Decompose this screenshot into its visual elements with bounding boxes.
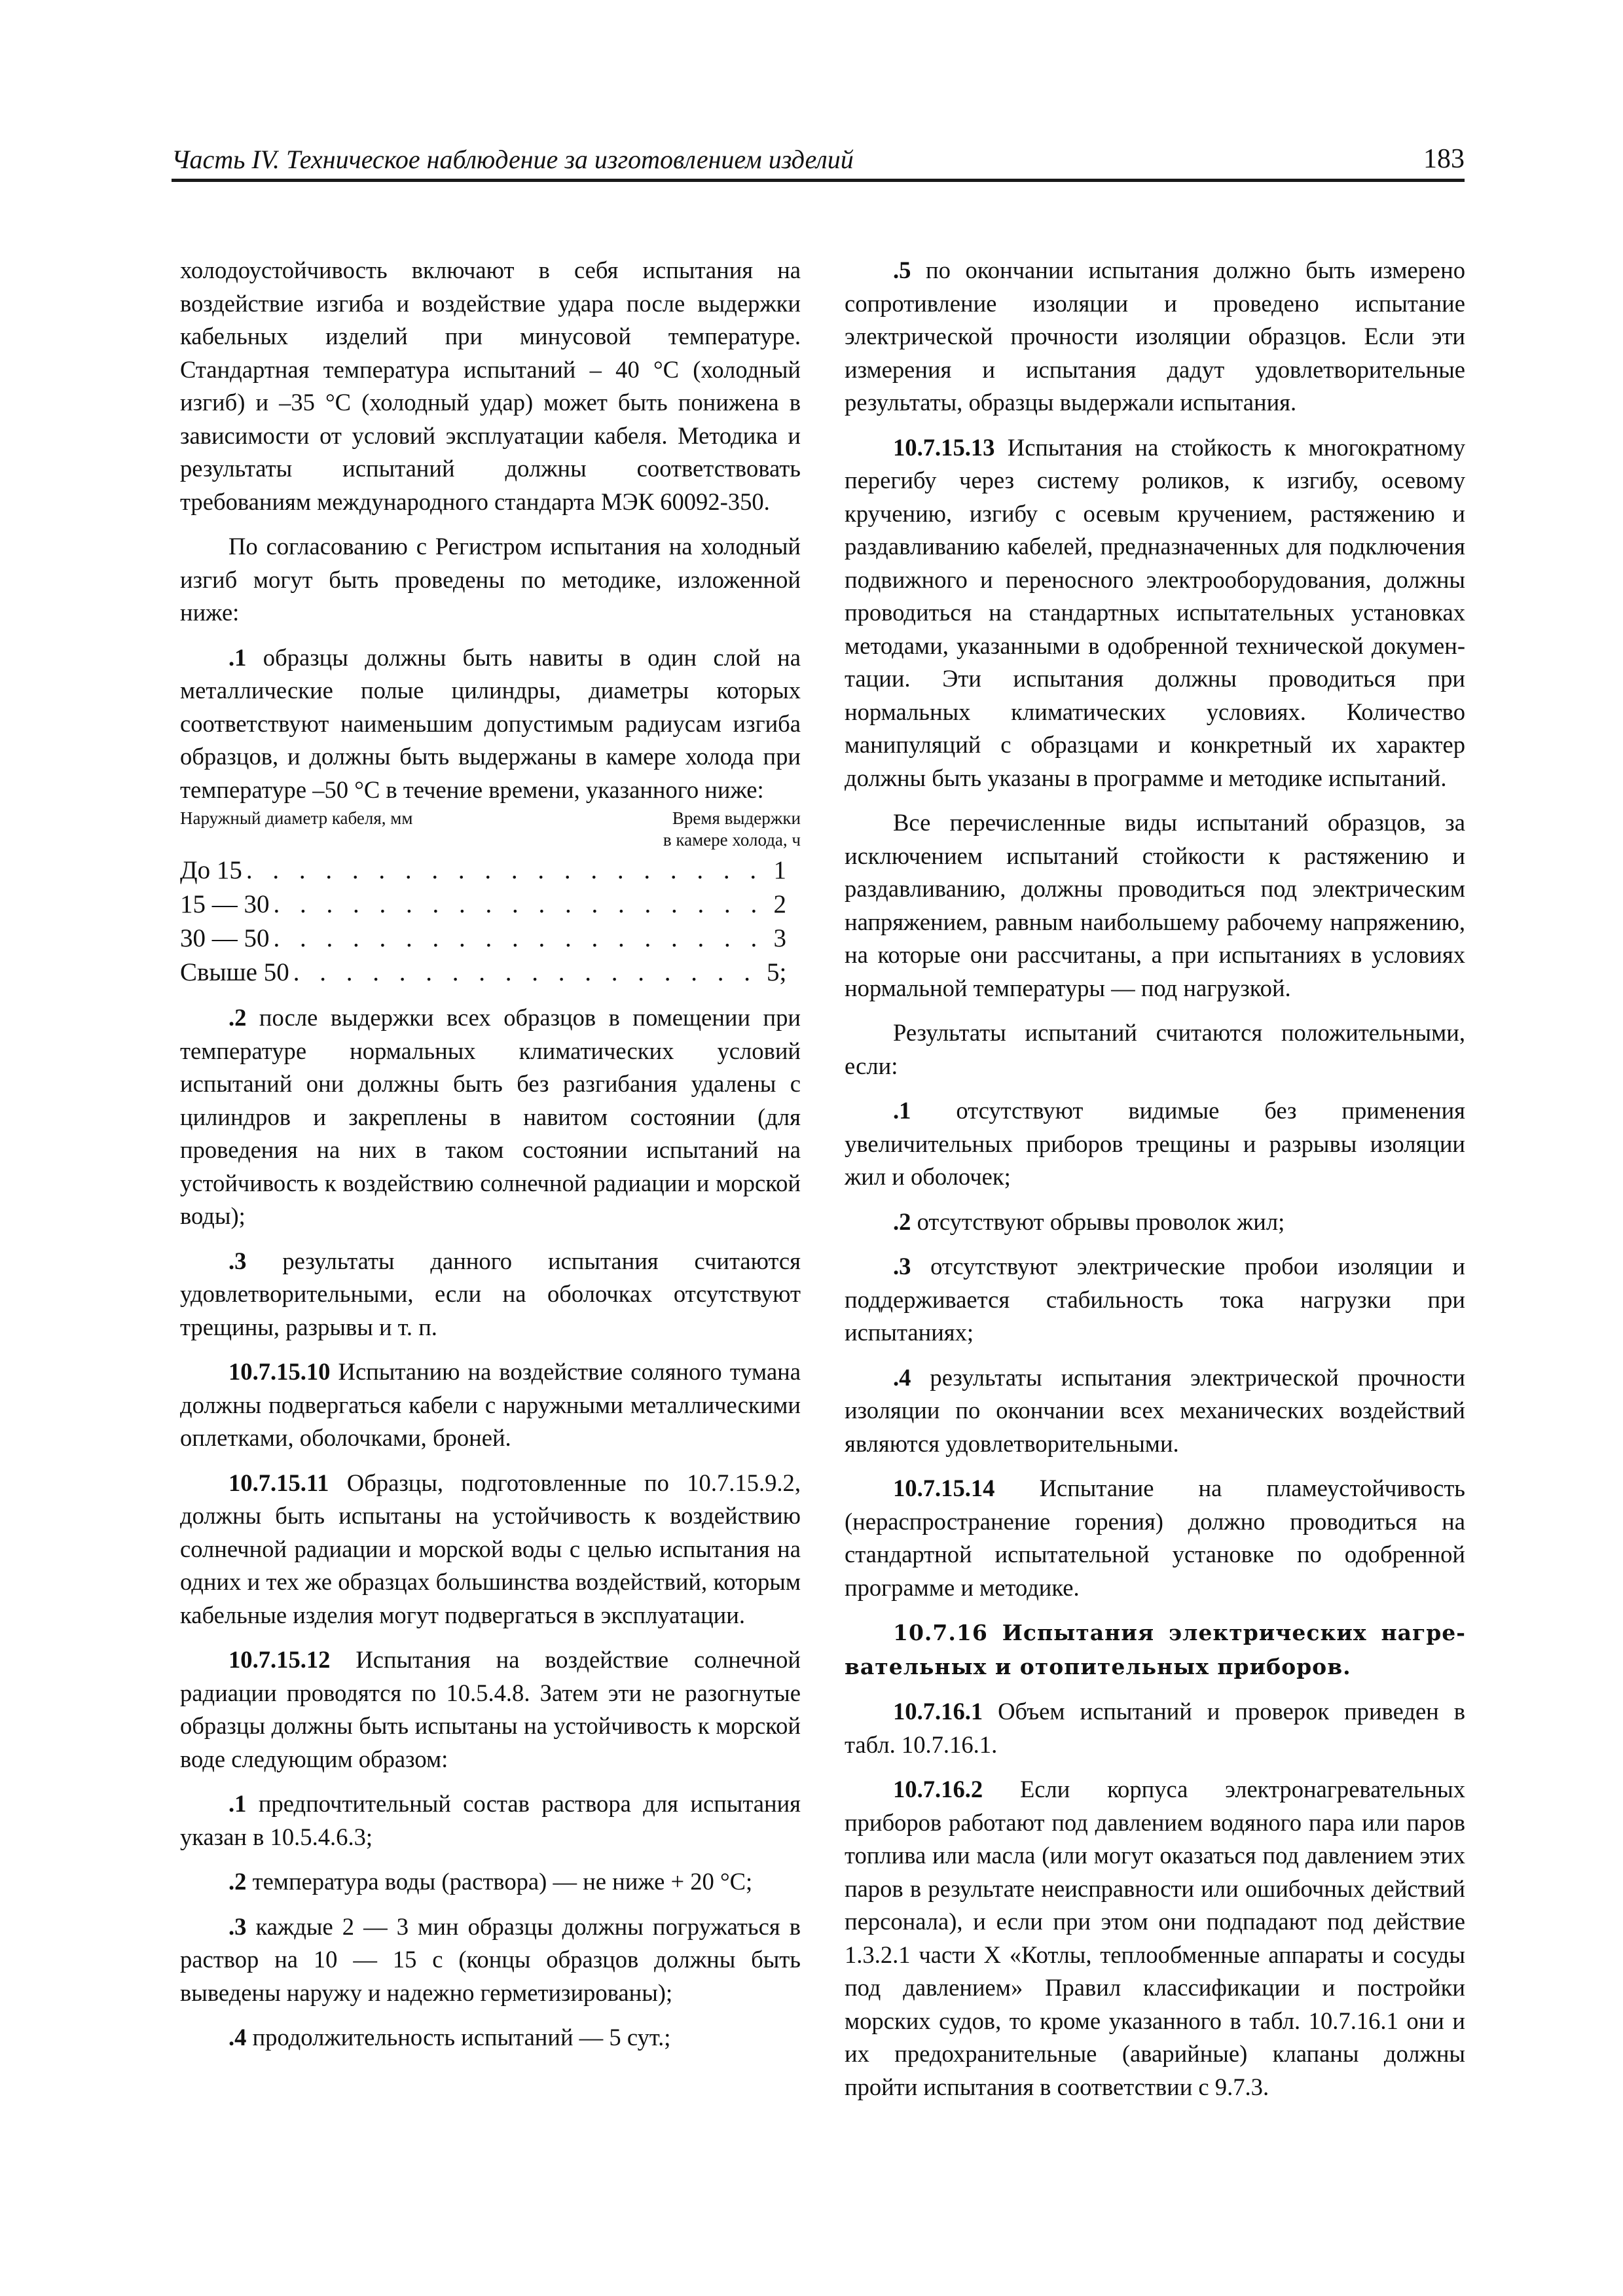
row-label: 30 — 50 (180, 924, 270, 952)
section-number: 10.7.16.1 (893, 1698, 983, 1725)
item-text: отсутствуют электрические пробои изоляции и поддерживается стабильность тока нагрузки при испытаниях; (845, 1253, 1465, 1346)
item-number: .3 (228, 1247, 247, 1274)
row-label: 15 — 30 (180, 890, 270, 918)
section-text: Объем испытаний и проверок приведен в табл. 10.7.16.1. (845, 1698, 1465, 1758)
item-text: отсутствуют обрывы проволок жил; (911, 1208, 1285, 1235)
row-label: Свыше 50 (180, 958, 289, 986)
page-number: 183 (1423, 144, 1465, 174)
item-number: .3 (893, 1253, 911, 1280)
item-text: результаты испытания электрической прочности изоляции по окончании всех механических воздействий являются удовлетворительными. (845, 1363, 1465, 1457)
section-number: 10.7.15.11 (228, 1469, 329, 1496)
section-number: 10.7.15.13 (893, 433, 995, 461)
section-text: Испытанию на воздействие соляного тумана должны подвергаться кабели с наружными металлическими оплетками, оболочками, броней. (180, 1358, 801, 1451)
list-item (845, 1206, 1465, 1239)
table-row (180, 853, 801, 888)
left-column (180, 254, 801, 2054)
section-number: 10.7.15.12 (228, 1646, 331, 1673)
list-item (180, 641, 801, 807)
item-text: образцы должны быть навиты в один слой на металлические полые цилиндры, диаметры которых соответствуют наименьшим допустимым радиусам изгиба образцов, и должны быть выдержаны в камере холода при температуре –50 °С в течение времени, указанного ниже: (180, 643, 801, 803)
paragraph: холодоустойчивость включают в себя испытания на воздействие изгиба и воздействие удара после выдержки кабельных изделий при минусовой температуре. Стандартная температура испытаний – 40 °С (холодный изгиб) и –35 °С (холодный удар) может быть понижена в зависимости от условий эксплуатации кабеля. Методика и результаты испытаний должны соответствовать требованиям международного стандарта МЭК 60092-350. (180, 257, 801, 515)
row-value: 1 (773, 856, 786, 884)
list-item (180, 1001, 801, 1233)
section-number: 10.7.16.2 (893, 1776, 983, 1803)
row-label: До 15 (180, 856, 242, 884)
leader-dots (242, 853, 767, 888)
paragraph: По согласованию с Регистром испытания на холодный изгиб могут быть проведены по методике, изложенной ниже: (180, 533, 801, 626)
item-number: .2 (228, 1004, 247, 1031)
list-item (180, 1787, 801, 1854)
row-value: 5; (767, 958, 787, 986)
item-text: отсутствуют видимые без применения увеличительных приборов трещины и разрывы изоляции жил и оболочек; (845, 1097, 1465, 1190)
item-number: .1 (228, 643, 247, 671)
item-number: .1 (893, 1097, 911, 1124)
section-text: Испытание на пламеустойчивость (нераспространение горения) должно проводиться на стандартной испытательной установке по одобренной программе и методике. (845, 1475, 1465, 1601)
page-header (172, 139, 1465, 182)
section-number: 10.7.15.14 (893, 1475, 995, 1501)
item-number: .5 (893, 257, 911, 283)
list-item (845, 1250, 1465, 1350)
table-col1-header: Наружный диаметр кабеля, мм (180, 808, 413, 828)
section-paragraph (180, 1467, 801, 1632)
row-value: 2 (773, 890, 786, 918)
item-number: .4 (228, 2024, 247, 2051)
item-text: результаты данного испытания считаются удовлетворительными, если на оболочках отсутствуют трещины, разрывы и т. п. (180, 1247, 801, 1340)
item-text: продолжительность испытаний — 5 сут.; (246, 2024, 671, 2051)
section-paragraph (845, 1773, 1465, 2104)
section-paragraph (845, 431, 1465, 795)
section-paragraph (180, 1355, 801, 1455)
leader-dots (270, 888, 767, 922)
item-text: предпочтительный состав раствора для испытания указан в 10.5.4.6.3; (180, 1790, 801, 1850)
table-col2-header: Время выдержки в камере холода, ч (663, 808, 801, 850)
item-text: после выдержки всех образцов в помещении при температуре нормальных климатических условий испытаний они должны быть без разгибания удалены с цилиндров и закреплены в навитом состоянии (для проведения на них в таком состоянии испытаний на устойчивость к воздействию солнечной радиации и морской воды); (180, 1004, 801, 1229)
item-number: .3 (228, 1912, 247, 1940)
list-item (180, 1910, 801, 2010)
leader-dots (270, 922, 767, 956)
item-text: каждые 2 — 3 мин образцы должны погружаться в раствор на 10 — 15 с (концы образцов должны быть выведены наружу и надежно герметизированы); (180, 1912, 801, 2006)
section-text: Испытания на стойкость к многократному перегибу через систему роликов, к изгибу, осевому кручению, изгибу с осевым кручением, растяжению и раздавливанию кабелей, предназначенных для подключения подвижного и переносного электрооборудования, должны проводиться на стандартных испытательных установках методами, указанными в одобренной технической документации. Эти испытания должны проводиться при нормальных климатических условиях. Количество манипуляций с образцами и конкретный их характер должны быть указаны в программе и методике испытаний. (845, 433, 1465, 791)
item-text: по окончании испытания должно быть измерено сопротивление изоляции и проведено испытание электрической прочности изоляции образцов. Если эти измерения и испытания дадут удовлетворительные результаты, образцы выдержали испытания. (845, 257, 1465, 416)
item-text: температура воды (раствора) — не ниже + 20 °С; (246, 1868, 753, 1895)
table-header (180, 808, 801, 851)
header-title: Часть IV. Техническое наблюдение за изготовлением изделий (172, 145, 854, 174)
leader-dots (289, 956, 767, 990)
item-number: .1 (228, 1790, 247, 1817)
item-number: .4 (893, 1363, 911, 1391)
section-paragraph (845, 1472, 1465, 1604)
item-number: .2 (893, 1208, 911, 1235)
list-item (180, 2021, 801, 2054)
list-item (845, 1094, 1465, 1194)
right-column (845, 254, 1465, 2104)
list-item (845, 1361, 1465, 1461)
list-item (180, 1245, 801, 1344)
row-value: 3 (773, 924, 786, 952)
table-row (180, 922, 801, 956)
list-item (180, 1865, 801, 1899)
section-heading (845, 1616, 1465, 1683)
section-paragraph (180, 1643, 801, 1776)
holding-time-table (180, 808, 801, 990)
section-heading-text: 10.7.16 Испытания электрических нагревательных и отопительных приборов. (845, 1620, 1465, 1679)
section-text: Образцы, подготовленные по 10.7.15.9.2, должны быть испытаны на устойчивость к воздействию солнечной радиации и морской воды с целью испытания на одних и тех же образцах большинства воздействий, которым кабельные изделия могут подвергаться в эксплуатации. (180, 1469, 801, 1628)
section-text: Испытания на воздействие солнечной радиации проводятся по 10.5.4.8. Затем эти не разогнутые образцы должны быть испытаны на устойчивость к морской воде следующим образом: (180, 1646, 801, 1772)
item-number: .2 (228, 1868, 247, 1895)
paragraph: Результаты испытаний считаются положительными, если: (845, 1019, 1465, 1079)
section-paragraph (845, 1695, 1465, 1761)
section-text: Если корпуса электронагревательных приборов работают под давлением водяного пара или паров топлива или масла (или могут оказаться под давлением этих паров в результате неисправности или ошибочных действий персонала), и если при этом они подпадают под действие 1.3.2.1 части X «Котлы, теплообменные аппараты и сосуды под давлением» Правил классификации и постройки морских судов, то кроме указанного в табл. 10.7.16.1 они и их предохранительные (аварийные) клапаны должны пройти испытания в соответствии с 9.7.3. (845, 1776, 1465, 2100)
list-item (845, 254, 1465, 420)
paragraph: Все перечисленные виды испытаний образцов, за исключением испытаний стойкости к растяжению и раздавливанию, должны проводиться под электрическим напряжением, равным наибольшему рабочему напряжению, на которые они рассчитаны, а при испытаниях в условиях нормальной температуры — под нагрузкой. (845, 809, 1465, 1001)
table-row (180, 888, 801, 922)
table-row (180, 956, 801, 990)
section-number: 10.7.15.10 (228, 1358, 331, 1385)
